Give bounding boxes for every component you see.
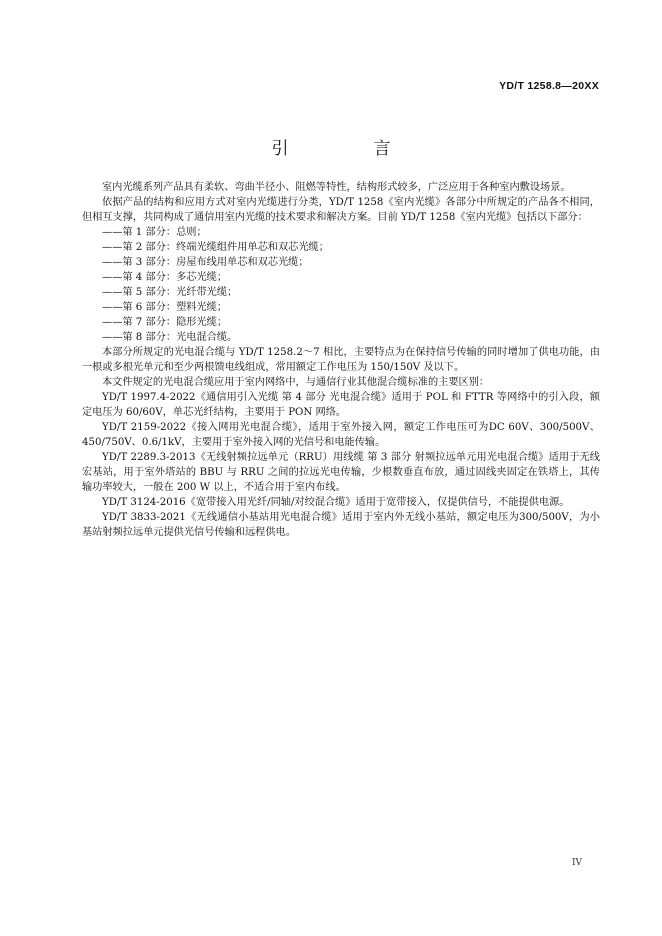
list-item: ——第 1 部分：总则； <box>102 227 207 238</box>
paragraph: YD/T 2289.3-2013《无线射频拉远单元（RRU）用线缆 第 3 部分 射频拉远单元用光电混合缆》适用于无线宏基站，用于室外塔站的 BBU 与 RRU 之间的拉远光电传输，少根数垂直布放，通过固线夹固定在铁塔上，其传输功率较大，一般在 200 W 以上，不适合用于室内布线。 <box>82 452 600 493</box>
paragraph: 室内光缆系列产品具有柔软、弯曲半径小、阻燃等特性，结构形式较多，广泛应用于各种室内敷设场景。 <box>102 182 571 193</box>
paragraph: 依据产品的结构和应用方式对室内光缆进行分类，YD/T 1258《室内光缆》各部分中所规定的产品各不相同，但相互支撑，共同构成了通信用室内光缆的技术要求和解决方案。目前 YD/T 1258《室内光缆》包括以下部分： <box>82 197 600 223</box>
document-body <box>82 180 600 540</box>
list-item: ——第 7 部分：隐形光缆； <box>102 317 228 328</box>
paragraph: 本文件规定的光电混合缆应用于室内网络中，与通信行业其他混合缆标准的主要区别： <box>102 377 490 388</box>
list-item: ——第 5 部分：光纤带光缆； <box>102 287 238 298</box>
paragraph: YD/T 1997.4-2022《通信用引入光缆 第 4 部分 光电混合缆》适用于 POL 和 FTTR 等网络中的引入段，额定电压为 60/60V，单芯光纤结构，主要用于 PON 网络。 <box>82 392 600 418</box>
list-item: ——第 8 部分：光电混合缆。 <box>102 332 238 343</box>
paragraph: 本部分所规定的光电混合缆与 YD/T 1258.2～7 相比，主要特点为在保持信号传输的同时增加了供电功能，由一根或多根光单元和至少两根馈电线组成，常用额定工作电压为 150/150V 及以下。 <box>82 347 600 373</box>
document-number: YD/T 1258.8—20XX <box>499 80 599 92</box>
paragraph: YD/T 3833-2021《无线通信小基站用光电混合缆》适用于室内外无线小基站，额定电压为300/500V，为小基站射频拉远单元提供光信号传输和远程供电。 <box>82 512 600 538</box>
paragraph: YD/T 3124-2016《宽带接入用光纤/同轴/对绞混合缆》适用于宽带接入，仅提供信号，不能提供电源。 <box>102 497 570 508</box>
list-item: ——第 4 部分：多芯光缆； <box>102 272 228 283</box>
paragraph: YD/T 2159-2022《接入网用光电混合缆》，适用于室外接入网，额定工作电压可为DC 60V、300/500V、450/750V、0.6/1kV，主要用于室外接入网的光信号和电能传输。 <box>82 422 600 448</box>
page-number: IV <box>571 858 582 868</box>
list-item: ——第 3 部分：房屋布线用单芯和双芯光缆； <box>102 257 309 268</box>
page-title: 引 言 <box>271 139 425 159</box>
list-item: ——第 6 部分：塑料光缆； <box>102 302 228 313</box>
list-item: ——第 2 部分：终端光缆组件用单芯和双芯光缆； <box>102 242 329 253</box>
